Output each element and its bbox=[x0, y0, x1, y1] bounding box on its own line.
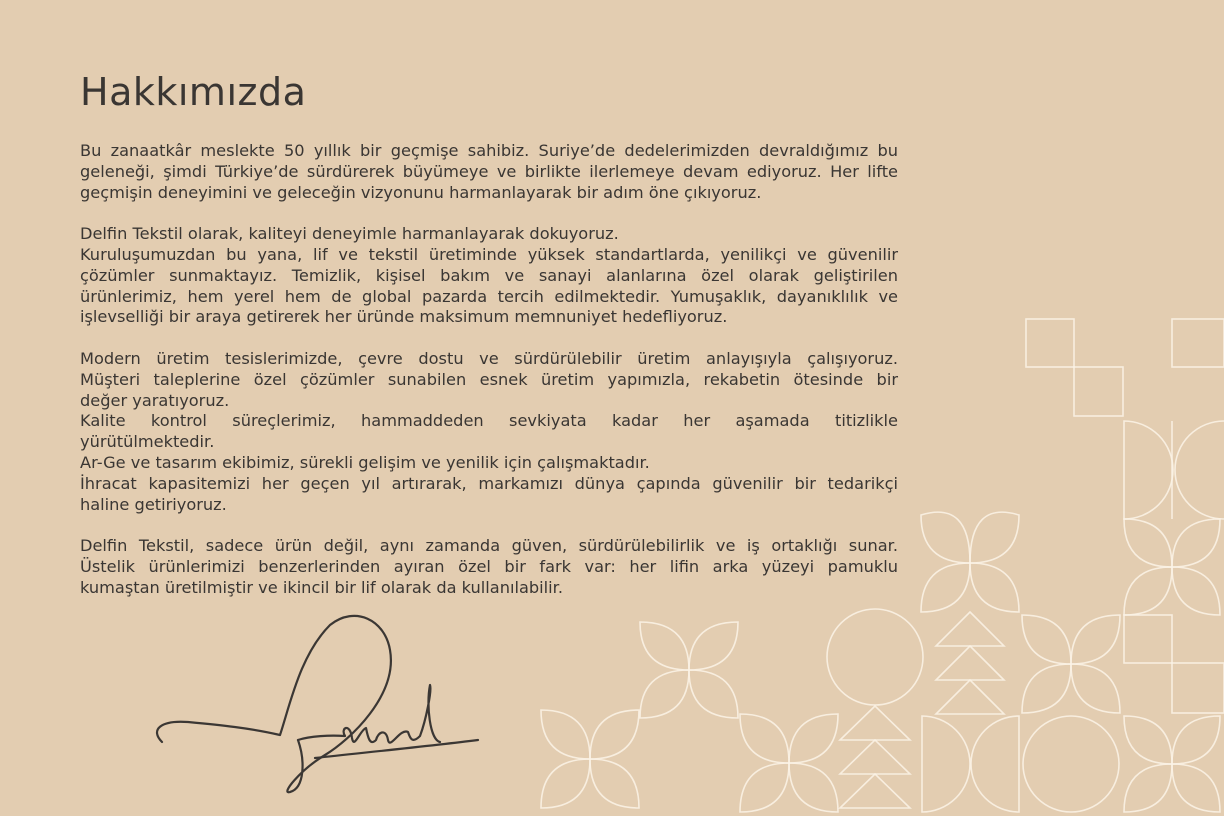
text-line: geleneği, şimdi Türkiye’de sürdürerek büyümeye ve birlikte ilerlemeye devam ediyoruz. Her lifte bbox=[80, 161, 898, 181]
text-line: ürünlerimiz, hem yerel hem de global pazarda tercih edilmektedir. Yumuşaklık, dayanıklılık ve bbox=[80, 286, 898, 306]
text-line: Delfin Tekstil olarak, kaliteyi deneyimle harmanlayarak dokuyoruz. bbox=[80, 224, 619, 244]
text-line: Ar-Ge ve tasarım ekibimiz, sürekli gelişim ve yenilik için çalışmaktadır. bbox=[80, 452, 650, 472]
text-line: Modern üretim tesislerimizde, çevre dostu ve sürdürülebilir üretim anlayışıyla çalışıyoruz. bbox=[80, 348, 898, 368]
text-line: geçmişin deneyimini ve geleceğin vizyonunu harmanlayarak bir adım öne çıkıyoruz. bbox=[80, 182, 762, 202]
text-line: haline getiriyoruz. bbox=[80, 494, 227, 514]
text-line: değer yaratıyoruz. bbox=[80, 390, 230, 410]
text-line: yürütülmektedir. bbox=[80, 432, 215, 452]
about-body bbox=[80, 141, 898, 619]
paragraph bbox=[80, 141, 898, 203]
text-line: Kuruluşumuzdan bu yana, lif ve tekstil üretiminde yüksek standartlarda, yenilikçi ve güvenilir bbox=[80, 244, 898, 264]
text-line: Üstelik ürünlerimizi benzerlerinden ayıran özel bir fark var: her lifin arka yüzeyi pamuklu bbox=[80, 556, 898, 576]
signature-icon bbox=[140, 610, 490, 800]
text-line: kumaştan üretilmiştir ve ikincil bir lif olarak da kullanılabilir. bbox=[80, 577, 563, 597]
paragraph bbox=[80, 349, 898, 515]
text-line: Müşteri taleplerine özel çözümler sunabilen esnek üretim yapımızla, rekabetin ötesinde bir bbox=[80, 369, 898, 389]
text-line: işlevselliği bir araya getirerek her üründe maksimum memnuniyet hedefliyoruz. bbox=[80, 307, 728, 327]
paragraph bbox=[80, 536, 898, 598]
text-line: Delfin Tekstil, sadece ürün değil, aynı zamanda güven, sürdürülebilirlik ve iş ortaklığı sunar. bbox=[80, 536, 898, 556]
text-line: Kalite kontrol süreçlerimiz, hammaddeden sevkiyata kadar her aşamada titizlikle bbox=[80, 411, 898, 431]
page-title: Hakkımızda bbox=[80, 70, 307, 114]
text-line: Bu zanaatkâr meslekte 50 yıllık bir geçmişe sahibiz. Suriye’de dedelerimizden devraldığımız bu bbox=[80, 141, 898, 160]
text-line: İhracat kapasitemizi her geçen yıl artırarak, markamızı dünya çapında güvenilir bir tedarikçi bbox=[80, 473, 898, 493]
paragraph bbox=[80, 224, 898, 328]
text-line: çözümler sunmaktayız. Temizlik, kişisel bakım ve sanayi alanlarına özel olarak geliştirilen bbox=[80, 265, 898, 285]
